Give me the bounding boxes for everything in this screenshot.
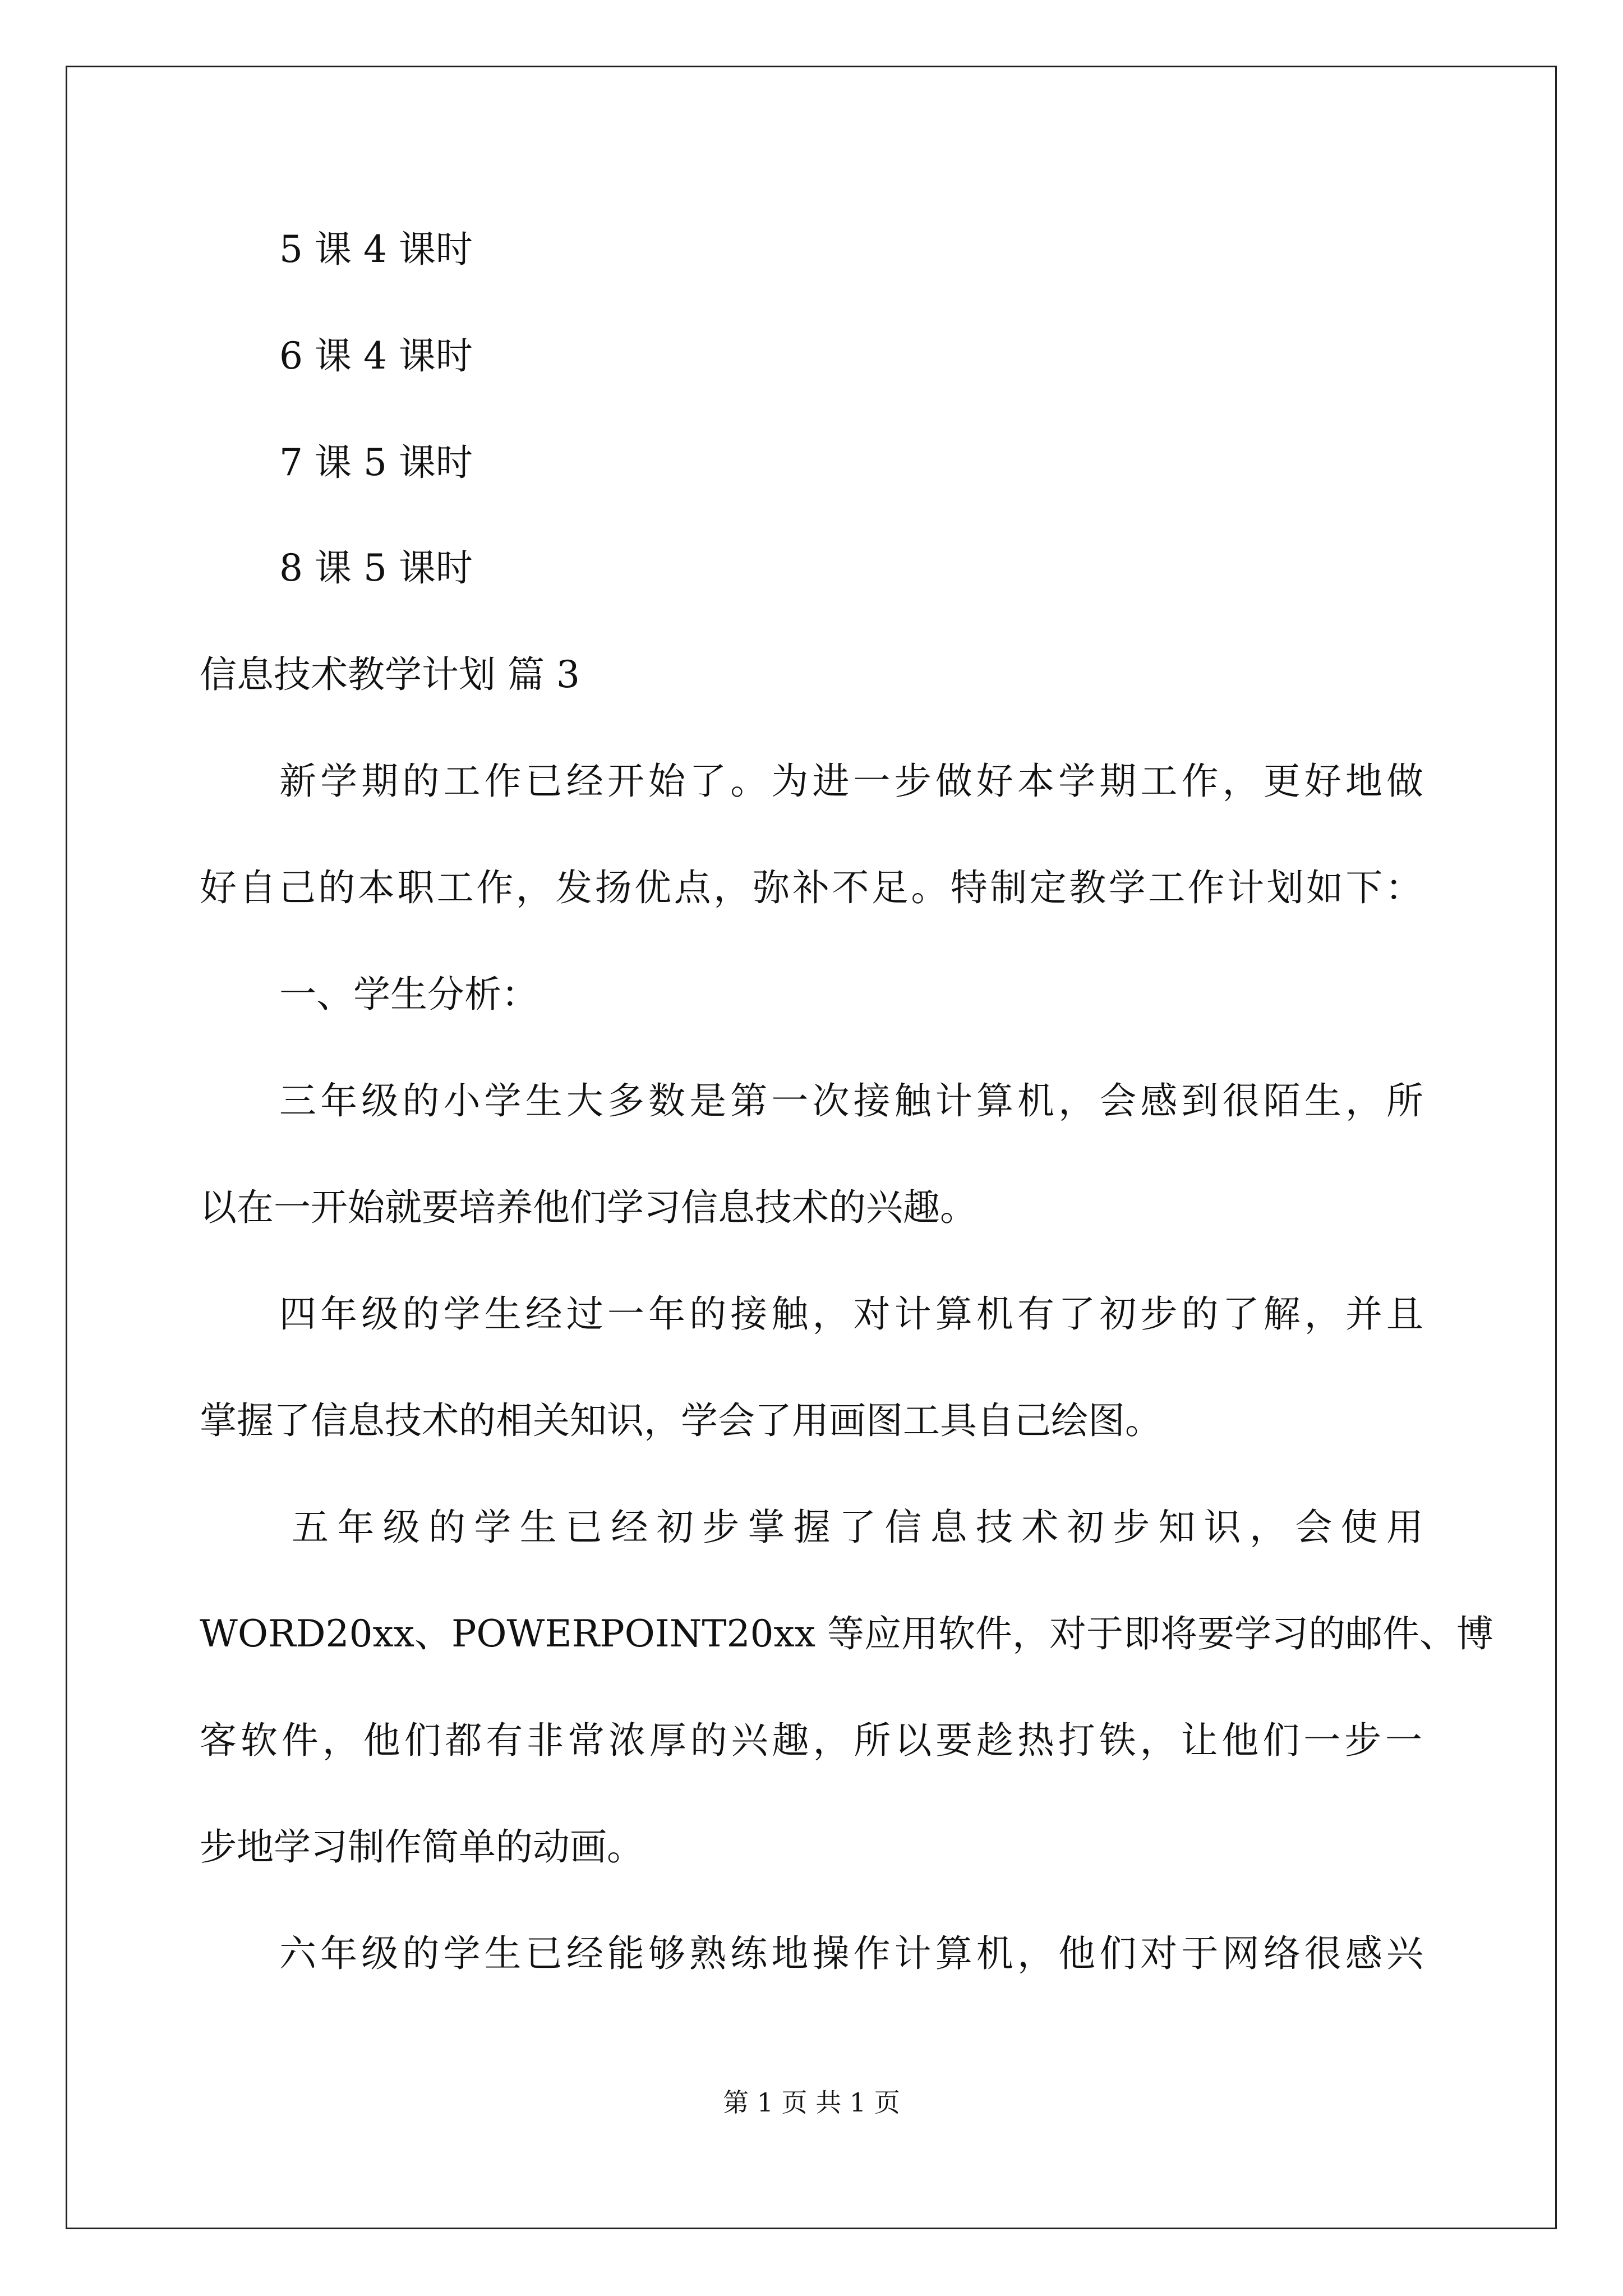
- paragraph-line: 六年级的学生已经能够熟练地操作计算机，他们对于网络很感兴: [279, 1932, 1423, 1975]
- page-border: [66, 66, 1557, 2229]
- lesson-hours-line: 7 课 5 课时: [279, 441, 473, 484]
- paragraph-line: 客软件，他们都有非常浓厚的兴趣，所以要趁热打铁，让他们一步一: [200, 1719, 1422, 1762]
- lesson-hours-line: 6 课 4 课时: [279, 334, 473, 378]
- paragraph-line: 三年级的小学生大多数是第一次接触计算机，会感到很陌生，所: [279, 1079, 1423, 1122]
- paragraph-line: 掌握了信息技术的相关知识，学会了用画图工具自己绘图。: [200, 1399, 1162, 1442]
- lesson-hours-line: 5 课 4 课时: [279, 228, 473, 271]
- page-number-footer: 第 1 页 共 1 页: [723, 2087, 900, 2118]
- paragraph-line: 五年级的学生已经初步掌握了信息技术初步知识，会使用: [292, 1506, 1423, 1549]
- paragraph-line: WORD20xx、POWERPOINT20xx 等应用软件，对于即将要学习的邮件、博: [200, 1612, 1493, 1655]
- paragraph-line: 新学期的工作已经开始了。为进一步做好本学期工作，更好地做: [279, 760, 1423, 803]
- subsection-heading: 一、学生分析：: [279, 973, 538, 1016]
- section-heading: 信息技术教学计划 篇 3: [200, 653, 580, 696]
- paragraph-line: 好自己的本职工作，发扬优点，弥补不足。特制定教学工作计划如下：: [200, 866, 1422, 909]
- paragraph-line: 以在一开始就要培养他们学习信息技术的兴趣。: [200, 1186, 977, 1229]
- paragraph-line: 四年级的学生经过一年的接触，对计算机有了初步的了解，并且: [279, 1292, 1423, 1336]
- paragraph-line: 步地学习制作简单的动画。: [200, 1825, 644, 1869]
- lesson-hours-line: 8 课 5 课时: [279, 546, 473, 590]
